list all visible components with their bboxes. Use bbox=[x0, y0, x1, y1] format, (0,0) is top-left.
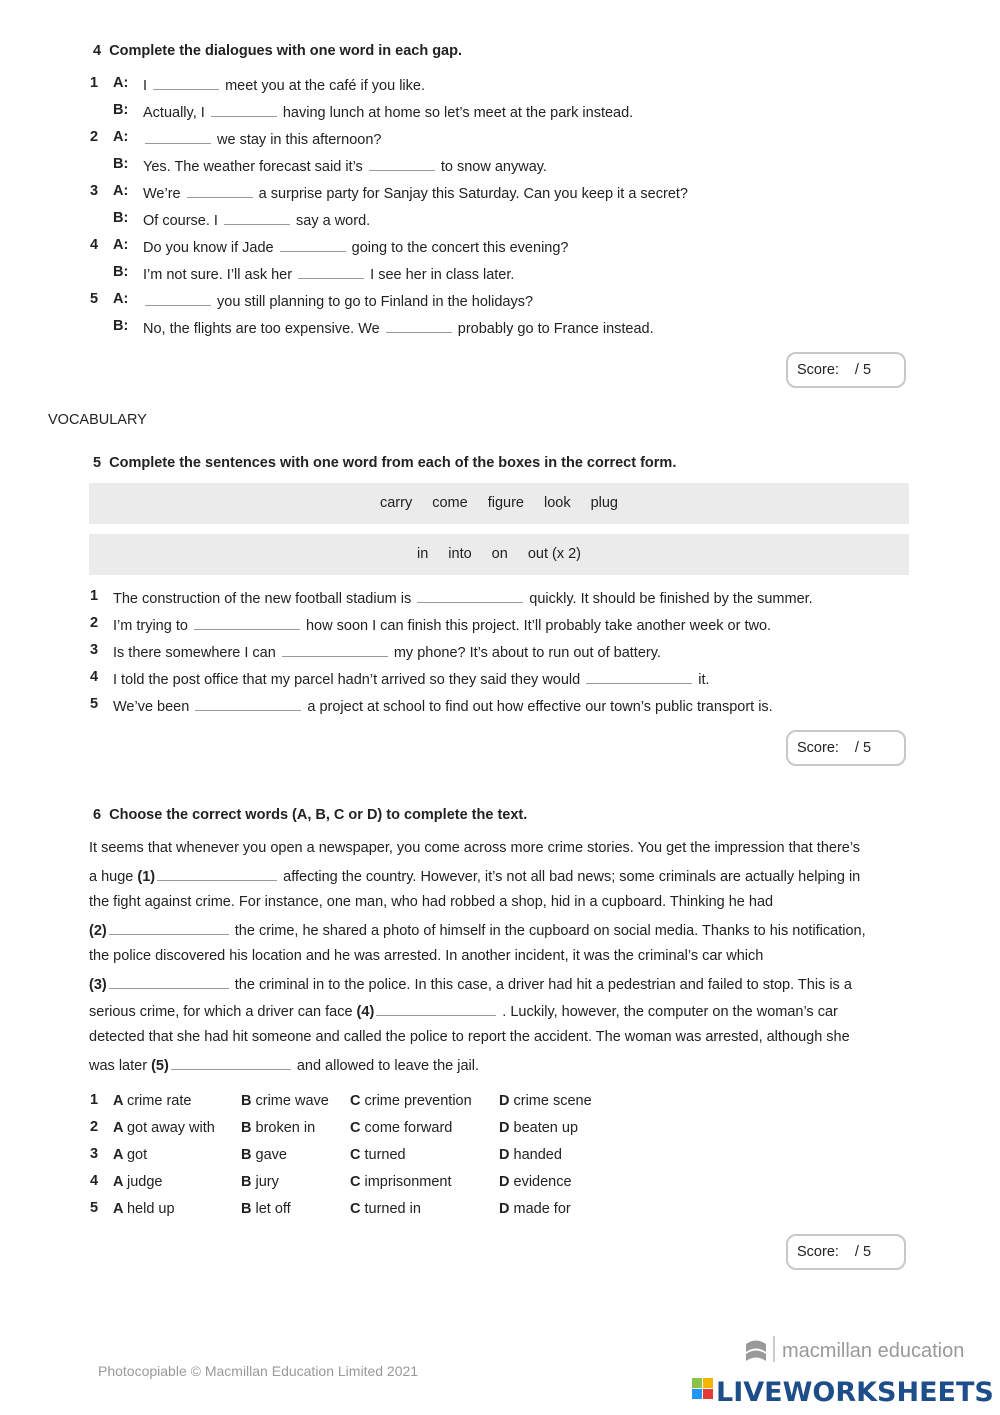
item-number: 1 bbox=[90, 75, 99, 91]
text-segment: I bbox=[143, 78, 152, 94]
sentence bbox=[113, 669, 710, 689]
option-letter: B bbox=[241, 1174, 256, 1190]
answer-gap[interactable] bbox=[417, 588, 523, 603]
liveworksheets-logo-icon: LIVEWORKSHEETS bbox=[716, 1377, 994, 1408]
item-number: 3 bbox=[90, 183, 99, 199]
dialogue-line bbox=[143, 264, 514, 284]
option-letter: D bbox=[499, 1093, 514, 1109]
dialogue-line bbox=[143, 237, 568, 257]
option-letter: A bbox=[113, 1174, 127, 1190]
box-word: out (x 2) bbox=[527, 546, 581, 562]
text-line bbox=[89, 947, 763, 965]
exercise-4-score: Score: / 5 bbox=[786, 352, 906, 388]
option-b[interactable] bbox=[241, 1173, 279, 1191]
exercise-5-heading: 5 Complete the sentences with one word from each of the boxes in the correct form. bbox=[93, 455, 677, 471]
option-letter: C bbox=[350, 1147, 365, 1163]
speaker-label: A: bbox=[113, 237, 129, 253]
option-text: crime rate bbox=[126, 1093, 192, 1109]
item-number: 4 bbox=[90, 237, 99, 253]
text-segment: detected that she had hit someone and called the police to report the accident. The woman was arrested, although she bbox=[89, 1029, 850, 1045]
text-segment: the crime, he shared a photo of himself in the cupboard on social media. Thanks to his notification, bbox=[230, 923, 866, 939]
speaker-label: A: bbox=[113, 129, 129, 145]
text-segment: No, the flights are too expensive. We bbox=[143, 321, 384, 337]
box-word: on bbox=[491, 546, 508, 562]
text-segment: Do you know if Jade bbox=[143, 240, 278, 256]
text-segment: going to the concert this evening? bbox=[347, 240, 569, 256]
option-text: jury bbox=[255, 1174, 279, 1190]
svg-text:macmillan education: macmillan education bbox=[782, 1340, 965, 1362]
text-segment: Actually, I bbox=[143, 105, 209, 121]
sentence bbox=[113, 696, 773, 716]
option-d[interactable] bbox=[499, 1092, 592, 1110]
answer-gap[interactable] bbox=[298, 264, 364, 279]
text-segment: and allowed to leave the jail. bbox=[292, 1058, 480, 1074]
option-letter: C bbox=[350, 1174, 365, 1190]
section-label: VOCABULARY bbox=[48, 412, 147, 428]
gap-number: (2) bbox=[89, 923, 107, 939]
option-d[interactable] bbox=[499, 1200, 571, 1218]
option-text: made for bbox=[513, 1201, 571, 1217]
answer-gap[interactable] bbox=[145, 291, 211, 306]
answer-gap[interactable] bbox=[195, 696, 301, 711]
text-segment: Is there somewhere I can bbox=[113, 645, 280, 661]
box-word: come bbox=[432, 495, 468, 511]
text-segment: the police discovered his location and he was arrested. In another incident, it was the criminal’s car which bbox=[89, 948, 764, 964]
text-segment: meet you at the café if you like. bbox=[221, 78, 425, 94]
dialogue-line bbox=[143, 291, 533, 311]
answer-gap[interactable] bbox=[171, 1055, 291, 1070]
text-segment: I’m trying to bbox=[113, 618, 192, 634]
speaker-label: B: bbox=[113, 210, 129, 226]
answer-gap[interactable] bbox=[282, 642, 388, 657]
box-word: carry bbox=[379, 495, 413, 511]
text-line bbox=[89, 1001, 838, 1021]
text-segment: quickly. It should be finished by the summer. bbox=[525, 591, 813, 607]
text-segment: to snow anyway. bbox=[436, 159, 547, 175]
text-segment: a project at school to find out how effective our town’s public transport is. bbox=[303, 699, 773, 715]
dialogue-line bbox=[143, 210, 370, 230]
answer-gap[interactable] bbox=[386, 318, 452, 333]
speaker-label: B: bbox=[113, 102, 129, 118]
text-segment: I see her in class later. bbox=[366, 267, 515, 283]
dialogue-line bbox=[143, 318, 654, 338]
text-segment: my phone? It’s about to run out of battery. bbox=[389, 645, 661, 661]
option-c[interactable] bbox=[350, 1092, 472, 1110]
text-line bbox=[89, 866, 860, 886]
option-d[interactable] bbox=[499, 1146, 562, 1164]
option-letter: A bbox=[113, 1147, 127, 1163]
text-segment: a surprise party for Sanjay this Saturday. Can you keep it a secret? bbox=[254, 186, 688, 202]
text-segment: was later bbox=[89, 1058, 152, 1074]
option-c[interactable] bbox=[350, 1200, 421, 1218]
text-segment: The construction of the new football stadium is bbox=[113, 591, 416, 607]
option-a[interactable] bbox=[113, 1146, 147, 1164]
exercise-5-score: Score: / 5 bbox=[786, 730, 906, 766]
word-box-particles bbox=[89, 534, 909, 575]
option-text: broken in bbox=[255, 1120, 316, 1136]
option-text: judge bbox=[126, 1174, 163, 1190]
option-letter: C bbox=[350, 1093, 365, 1109]
option-text: crime wave bbox=[255, 1093, 329, 1109]
option-text: imprisonment bbox=[364, 1174, 452, 1190]
option-a[interactable] bbox=[113, 1119, 215, 1137]
word-box-verbs bbox=[89, 483, 909, 524]
item-number: 3 bbox=[90, 1146, 99, 1162]
option-letter: D bbox=[499, 1174, 514, 1190]
sentence bbox=[113, 615, 771, 635]
option-letter: A bbox=[113, 1201, 127, 1217]
speaker-label: B: bbox=[113, 156, 129, 172]
item-number: 4 bbox=[90, 669, 99, 685]
answer-gap[interactable] bbox=[224, 210, 290, 225]
option-letter: B bbox=[241, 1147, 256, 1163]
box-word: look bbox=[543, 495, 571, 511]
item-number: 5 bbox=[90, 696, 99, 712]
text-segment: we stay in this afternoon? bbox=[213, 132, 382, 148]
option-letter: B bbox=[241, 1120, 256, 1136]
answer-gap[interactable] bbox=[369, 156, 435, 171]
option-text: crime scene bbox=[513, 1093, 592, 1109]
macmillan-logo-icon bbox=[690, 1330, 1000, 1415]
text-segment: it. bbox=[694, 672, 710, 688]
option-letter: D bbox=[499, 1120, 514, 1136]
option-letter: C bbox=[350, 1120, 365, 1136]
text-segment: you still planning to go to Finland in the holidays? bbox=[213, 294, 534, 310]
option-text: got away with bbox=[126, 1120, 215, 1136]
text-segment: . Luckily, however, the computer on the woman’s car bbox=[498, 1004, 838, 1020]
speaker-label: A: bbox=[113, 75, 129, 91]
dialogue-line bbox=[143, 102, 633, 122]
item-number: 3 bbox=[90, 642, 99, 658]
option-b[interactable] bbox=[241, 1200, 291, 1218]
answer-gap[interactable] bbox=[153, 75, 219, 90]
gap-number: (3) bbox=[89, 977, 107, 993]
option-b[interactable] bbox=[241, 1119, 315, 1137]
text-segment: having lunch at home so let’s meet at the park instead. bbox=[278, 105, 634, 121]
exercise-6-score: Score: / 5 bbox=[786, 1234, 906, 1270]
dialogue-line bbox=[143, 183, 688, 203]
text-line bbox=[89, 1028, 850, 1046]
dialogue-line bbox=[143, 129, 381, 149]
answer-gap[interactable] bbox=[109, 974, 229, 989]
option-b[interactable] bbox=[241, 1146, 287, 1164]
item-number: 4 bbox=[90, 1173, 99, 1189]
text-segment: Of course. I bbox=[143, 213, 222, 229]
exercise-6-heading: 6 Choose the correct words (A, B, C or D) to complete the text. bbox=[93, 807, 528, 823]
answer-gap[interactable] bbox=[280, 237, 346, 252]
box-word: into bbox=[448, 546, 472, 562]
option-text: crime prevention bbox=[364, 1093, 472, 1109]
text-segment: We’re bbox=[143, 186, 185, 202]
dialogue-line bbox=[143, 156, 547, 176]
option-letter: D bbox=[499, 1147, 514, 1163]
text-segment: the fight against crime. For instance, one man, who had robbed a shop, hid in a cupboard. Thinking he had bbox=[89, 894, 774, 910]
option-text: held up bbox=[126, 1201, 175, 1217]
item-number: 1 bbox=[90, 1092, 99, 1108]
option-a[interactable] bbox=[113, 1173, 162, 1191]
text-segment: probably go to France instead. bbox=[453, 321, 654, 337]
item-number: 2 bbox=[90, 129, 99, 145]
text-segment: how soon I can finish this project. It’ll probably take another week or two. bbox=[301, 618, 772, 634]
option-d[interactable] bbox=[499, 1119, 578, 1137]
text-line bbox=[89, 974, 852, 994]
text-segment: serious crime, for which a driver can face bbox=[89, 1004, 357, 1020]
text-segment: the criminal in to the police. In this case, a driver had hit a pedestrian and failed to stop. This is a bbox=[230, 977, 852, 993]
option-text: gave bbox=[255, 1147, 287, 1163]
option-letter: D bbox=[499, 1201, 514, 1217]
answer-gap[interactable] bbox=[211, 102, 277, 117]
option-text: handed bbox=[513, 1147, 562, 1163]
option-letter: A bbox=[113, 1120, 127, 1136]
answer-gap[interactable] bbox=[194, 615, 300, 630]
exercise-4-heading: 4 Complete the dialogues with one word in each gap. bbox=[93, 43, 463, 59]
box-word: figure bbox=[487, 495, 524, 511]
option-letter: C bbox=[350, 1201, 365, 1217]
sentence bbox=[113, 588, 813, 608]
speaker-label: B: bbox=[113, 264, 129, 280]
speaker-label: A: bbox=[113, 183, 129, 199]
option-text: turned in bbox=[364, 1201, 421, 1217]
item-number: 2 bbox=[90, 1119, 99, 1135]
option-c[interactable] bbox=[350, 1119, 452, 1137]
item-number: 1 bbox=[90, 588, 99, 604]
text-line bbox=[89, 893, 773, 911]
answer-gap[interactable] bbox=[145, 129, 211, 144]
speaker-label: B: bbox=[113, 318, 129, 334]
text-segment: say a word. bbox=[291, 213, 371, 229]
text-segment: We’ve been bbox=[113, 699, 194, 715]
box-word: plug bbox=[590, 495, 618, 511]
option-letter: B bbox=[241, 1201, 256, 1217]
option-text: come forward bbox=[364, 1120, 453, 1136]
answer-gap[interactable] bbox=[376, 1001, 496, 1016]
text-segment: I told the post office that my parcel hadn’t arrived so they said they would bbox=[113, 672, 585, 688]
option-text: let off bbox=[255, 1201, 291, 1217]
text-segment: Yes. The weather forecast said it’s bbox=[143, 159, 367, 175]
gap-number: (4) bbox=[356, 1004, 375, 1020]
sentence bbox=[113, 642, 661, 662]
dialogue-line bbox=[143, 75, 425, 95]
text-segment: a huge bbox=[89, 869, 138, 885]
option-a[interactable] bbox=[113, 1092, 191, 1110]
text-line bbox=[89, 1055, 479, 1075]
text-segment: It seems that whenever you open a newspaper, you come across more crime stories. You get the impression that there’s bbox=[89, 840, 861, 856]
option-text: beaten up bbox=[513, 1120, 579, 1136]
copyright-footer: Photocopiable © Macmillan Education Limited 2021 bbox=[98, 1363, 419, 1379]
option-letter: B bbox=[241, 1093, 256, 1109]
answer-gap[interactable] bbox=[157, 866, 277, 881]
footer-logos bbox=[690, 1330, 1000, 1415]
option-text: turned bbox=[364, 1147, 406, 1163]
option-letter: A bbox=[113, 1093, 127, 1109]
option-a[interactable] bbox=[113, 1200, 175, 1218]
text-segment: affecting the country. However, it’s not all bad news; some criminals are actually helping in bbox=[279, 869, 861, 885]
option-b[interactable] bbox=[241, 1092, 329, 1110]
text-segment: I’m not sure. I’ll ask her bbox=[143, 267, 297, 283]
option-d[interactable] bbox=[499, 1173, 572, 1191]
option-c[interactable] bbox=[350, 1146, 406, 1164]
item-number: 5 bbox=[90, 1200, 99, 1216]
item-number: 2 bbox=[90, 615, 99, 631]
box-word: in bbox=[416, 546, 429, 562]
text-line bbox=[89, 920, 866, 940]
option-text: got bbox=[126, 1147, 148, 1163]
speaker-label: A: bbox=[113, 291, 129, 307]
item-number: 5 bbox=[90, 291, 99, 307]
gap-number: (1) bbox=[137, 869, 156, 885]
gap-number: (5) bbox=[151, 1058, 169, 1074]
option-text: evidence bbox=[513, 1174, 572, 1190]
answer-gap[interactable] bbox=[187, 183, 253, 198]
text-line bbox=[89, 839, 860, 857]
option-c[interactable] bbox=[350, 1173, 452, 1191]
answer-gap[interactable] bbox=[586, 669, 692, 684]
answer-gap[interactable] bbox=[109, 920, 229, 935]
